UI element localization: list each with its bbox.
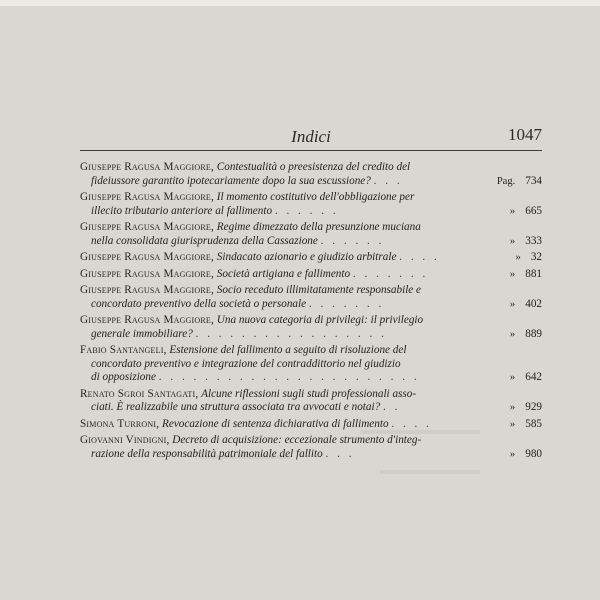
entry-author: Renato Sgroi Santagati, xyxy=(80,387,199,400)
index-entry xyxy=(80,161,542,188)
dot-leaders: . . . . xyxy=(391,417,432,430)
page-marker: » xyxy=(509,297,516,310)
entry-author: Giuseppe Ragusa Maggiore, xyxy=(80,251,214,263)
entry-page-number: 333 xyxy=(525,234,542,247)
entry-title: di opposizione xyxy=(91,371,156,383)
entry-page-number: 929 xyxy=(525,401,542,413)
entry-title: razione della responsabilità patrimoniale del fallito xyxy=(91,447,323,460)
dot-leaders: . . . xyxy=(325,447,355,460)
page-reference xyxy=(515,251,542,265)
entry-line xyxy=(80,191,542,205)
index-entry xyxy=(80,221,542,248)
dot-leaders: . . xyxy=(383,401,401,413)
entry-author: Giuseppe Ragusa Maggiore, xyxy=(80,221,214,233)
dot-leaders: . . . . xyxy=(399,251,440,263)
entry-page-number: 665 xyxy=(525,204,542,217)
entry-title: Società artigiana e fallimento xyxy=(216,267,351,280)
index-entry xyxy=(80,268,542,282)
entry-page-number: 642 xyxy=(525,371,542,383)
dot-leaders: . . . . . . xyxy=(274,204,339,217)
entry-title: ciati. È realizzabile una struttura associata tra avvocati e notai? xyxy=(91,401,381,413)
entry-title: Regime dimezzato della presunzione muciana xyxy=(216,221,421,233)
entry-page-number: 889 xyxy=(525,327,542,340)
page-number: 1047 xyxy=(508,125,542,144)
bleed-through xyxy=(380,470,480,474)
entry-title: Decreto di acquisizione: eccezionale strumento d'integ- xyxy=(172,434,422,446)
entry-author: Fabio Santangeli, xyxy=(80,344,167,356)
page-reference xyxy=(510,268,542,282)
index-entry xyxy=(80,314,542,341)
entry-line xyxy=(80,251,542,265)
page-marker: » xyxy=(509,204,516,217)
entry-title: Contestualità o preesistenza del credito del xyxy=(216,161,411,173)
entry-line xyxy=(80,314,542,328)
entry-title: Sindacato azionario e giudizio arbitrale xyxy=(216,251,397,263)
entry-line xyxy=(80,358,542,372)
page-reference xyxy=(510,328,542,342)
entry-author: Giuseppe Ragusa Maggiore, xyxy=(80,267,214,280)
entry-page-number: 402 xyxy=(525,297,542,310)
page-edge xyxy=(0,0,600,6)
entry-line xyxy=(80,344,542,358)
entry-line xyxy=(80,434,542,448)
entry-author: Giuseppe Ragusa Maggiore, xyxy=(80,161,214,173)
page-marker: » xyxy=(509,417,516,430)
entry-title: fideiussore garantito ipotecariamente dopo la sua escussione? xyxy=(91,174,371,187)
page-marker: Pag. xyxy=(496,175,516,187)
entry-title: nella consolidata giurisprudenza della Cassazione xyxy=(91,234,318,247)
entry-line xyxy=(80,418,542,432)
header-rule xyxy=(80,150,542,151)
page-reference xyxy=(510,371,542,385)
entry-page-number: 881 xyxy=(525,267,542,280)
entry-title: Revocazione di sentenza dichiarativa di fallimento xyxy=(162,417,389,430)
entry-title: illecito tributario anteriore al fallimento xyxy=(91,204,273,217)
entry-line xyxy=(80,235,542,249)
entry-line xyxy=(80,205,542,219)
page-reference xyxy=(510,205,542,219)
index-entry xyxy=(80,434,542,461)
entry-author: Giuseppe Ragusa Maggiore, xyxy=(80,314,214,326)
page-marker: » xyxy=(509,234,516,247)
entry-title: concordato preventivo e integrazione del contraddittorio nel giudizio xyxy=(91,357,401,370)
index-entry xyxy=(80,251,542,265)
dot-leaders: . . . . . . . . . . . . . . . . . xyxy=(195,327,387,340)
entry-title: concordato preventivo della società o personale xyxy=(91,297,307,310)
page-marker: » xyxy=(509,371,516,383)
entry-page-number: 734 xyxy=(525,174,542,187)
dot-leaders: . . . xyxy=(373,174,403,187)
index-entry xyxy=(80,418,542,432)
entry-line xyxy=(80,221,542,235)
entry-line xyxy=(80,388,542,402)
entry-title: Estensione del fallimento a seguito di risoluzione del xyxy=(169,344,407,356)
entry-page-number: 32 xyxy=(530,251,542,263)
entry-title: Una nuova categoria di privilegi: il privilegio xyxy=(216,314,424,326)
entry-line xyxy=(80,268,542,282)
page-reference xyxy=(510,298,542,312)
entry-line xyxy=(80,284,542,298)
dot-leaders: . . . . . . . xyxy=(308,297,385,310)
section-title: Indici xyxy=(291,127,331,146)
entry-line xyxy=(80,161,542,175)
page-reference xyxy=(510,448,542,462)
page-reference xyxy=(510,235,542,249)
entry-author: Giovanni Vindigni, xyxy=(80,434,170,446)
page-reference xyxy=(497,175,542,189)
page-reference xyxy=(510,401,542,415)
entry-line xyxy=(80,175,542,189)
page-marker: » xyxy=(509,447,516,460)
entry-page-number: 980 xyxy=(525,447,542,460)
running-header xyxy=(80,124,542,150)
entry-title: Socio receduto illimitatamente responsabile e xyxy=(216,284,422,296)
entry-author: Giuseppe Ragusa Maggiore, xyxy=(80,284,214,296)
entry-page-number: 585 xyxy=(525,417,542,430)
page-marker: » xyxy=(509,327,516,340)
entry-title: Il momento costitutivo dell'obbligazione per xyxy=(216,191,415,203)
entry-line xyxy=(80,371,542,385)
index-entry xyxy=(80,284,542,311)
dot-leaders: . . . . . . . xyxy=(352,267,429,280)
index-entry xyxy=(80,191,542,218)
index-entry xyxy=(80,344,542,385)
entry-line xyxy=(80,328,542,342)
entry-line xyxy=(80,298,542,312)
entry-line xyxy=(80,448,542,462)
entry-line xyxy=(80,401,542,415)
entry-author: Simona Turroni, xyxy=(80,417,160,430)
dot-leaders: . . . . . . xyxy=(320,234,385,247)
page-marker: » xyxy=(509,267,516,280)
index-list xyxy=(80,161,542,464)
page-marker: » xyxy=(509,401,516,413)
page-reference xyxy=(510,418,542,432)
dot-leaders: . . . . . . . . . . . . . . . . . . . . . . . xyxy=(158,371,420,383)
entry-title: Alcune riflessioni sugli studi professionali asso- xyxy=(201,387,417,400)
entry-author: Giuseppe Ragusa Maggiore, xyxy=(80,191,214,203)
index-entry xyxy=(80,388,542,415)
page-marker: » xyxy=(515,251,521,263)
entry-title: generale immobiliare? xyxy=(91,327,193,340)
